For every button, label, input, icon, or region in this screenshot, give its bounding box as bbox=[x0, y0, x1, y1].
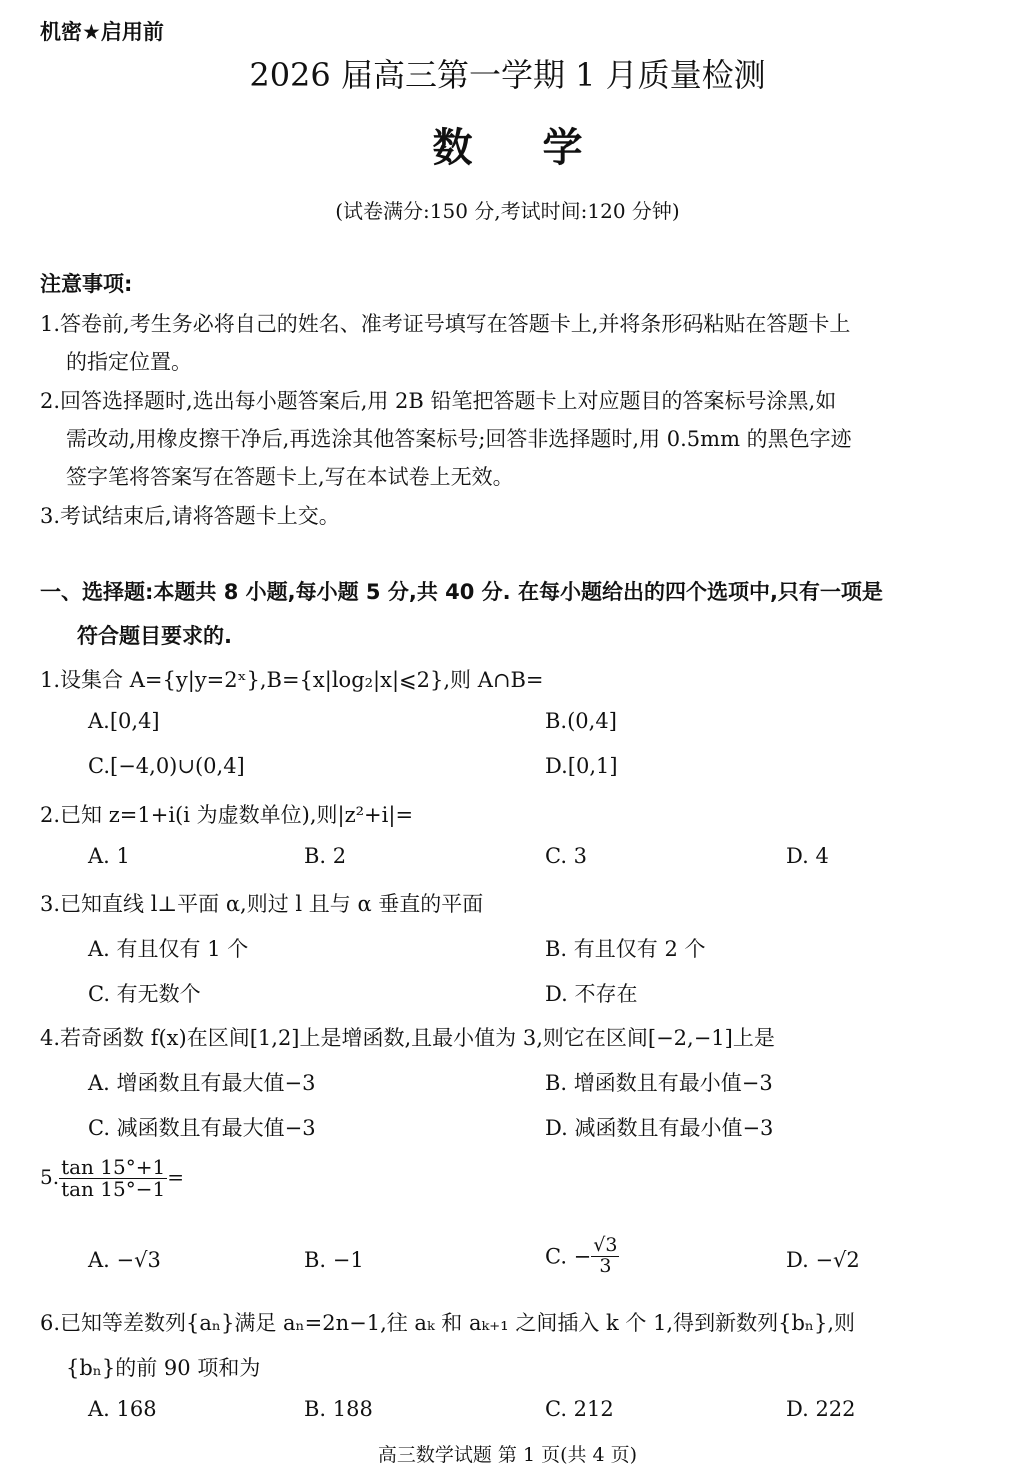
q1-option-c: C.[−4,0)∪(0,4] bbox=[88, 754, 245, 778]
q1-option-a: A.[0,4] bbox=[88, 709, 160, 733]
q5-option-c-den: 3 bbox=[599, 1254, 612, 1277]
notice-line: 需改动,用橡皮擦干净后,再选涂其他答案标号;回答非选择题时,用 0.5mm 的黑色字迹 bbox=[66, 427, 852, 451]
q4-option-b: B. 增函数且有最小值−3 bbox=[545, 1071, 773, 1095]
q5-option-a: A. −√3 bbox=[88, 1248, 161, 1272]
notice-line: 2.回答选择题时,选出每小题答案后,用 2B 铅笔把答题卡上对应题目的答案标号涂黑,如 bbox=[40, 389, 837, 413]
q4-option-a: A. 增函数且有最大值−3 bbox=[88, 1071, 316, 1095]
q3-option-a: A. 有且仅有 1 个 bbox=[88, 937, 249, 961]
notice-line: 签字笔将答案写在答题卡上,写在本试卷上无效。 bbox=[66, 465, 514, 489]
question-2-stem: 2.已知 z=1+i(i 为虚数单位),则|z²+i|= bbox=[40, 803, 414, 827]
question-6-stem-cont: {bₙ}的前 90 项和为 bbox=[66, 1356, 261, 1380]
q5-option-d: D. −√2 bbox=[786, 1248, 860, 1272]
q5-equals: = bbox=[167, 1165, 184, 1189]
q6-option-b: B. 188 bbox=[304, 1397, 373, 1421]
notice-line: 1.答卷前,考生务必将自己的姓名、准考证号填写在答题卡上,并将条形码粘贴在答题卡上 bbox=[40, 312, 851, 336]
q4-option-d: D. 减函数且有最小值−3 bbox=[545, 1116, 774, 1140]
q3-option-d: D. 不存在 bbox=[545, 982, 638, 1006]
section-heading-cont: 符合题目要求的. bbox=[77, 624, 232, 648]
q4-option-c: C. 减函数且有最大值−3 bbox=[88, 1116, 316, 1140]
q5-option-b: B. −1 bbox=[304, 1248, 364, 1272]
q2-option-d: D. 4 bbox=[786, 844, 829, 868]
q6-option-c: C. 212 bbox=[545, 1397, 614, 1421]
q6-option-a: A. 168 bbox=[88, 1397, 157, 1421]
q5-option-c-prefix: C. − bbox=[545, 1244, 592, 1269]
notice-line: 的指定位置。 bbox=[66, 350, 192, 374]
q3-option-c: C. 有无数个 bbox=[88, 982, 201, 1006]
q1-option-b: B.(0,4] bbox=[545, 709, 617, 733]
page-footer: 高三数学试题 第 1 页(共 4 页) bbox=[377, 1444, 638, 1466]
q3-option-b: B. 有且仅有 2 个 bbox=[545, 937, 706, 961]
confidential-label: 机密★启用前 bbox=[40, 20, 164, 44]
notice-heading: 注意事项: bbox=[40, 272, 133, 296]
question-4-stem: 4.若奇函数 f(x)在区间[1,2]上是增函数,且最小值为 3,则它在区间[−2,−1]上是 bbox=[40, 1026, 775, 1050]
q5-numerator: tan 15°+1 bbox=[61, 1155, 166, 1179]
q5-option-c-fraction bbox=[591, 1236, 619, 1277]
q2-option-c: C. 3 bbox=[545, 844, 588, 868]
notice-line: 3.考试结束后,请将答题卡上交。 bbox=[40, 504, 340, 528]
q5-number: 5. bbox=[40, 1165, 60, 1189]
exam-info: (试卷满分:150 分,考试时间:120 分钟) bbox=[335, 199, 680, 223]
question-3-stem: 3.已知直线 l⊥平面 α,则过 l 且与 α 垂直的平面 bbox=[40, 892, 484, 916]
question-1-stem: 1.设集合 A={y|y=2ˣ},B={x|log₂|x|⩽2},则 A∩B= bbox=[40, 668, 544, 692]
question-5-stem bbox=[40, 1157, 184, 1200]
question-6-stem: 6.已知等差数列{aₙ}满足 aₙ=2n−1,往 aₖ 和 aₖ₊₁ 之间插入 k 个 1,得到新数列{bₙ},则 bbox=[40, 1311, 856, 1335]
q5-option-c-num: √3 bbox=[593, 1234, 618, 1256]
q6-option-d: D. 222 bbox=[786, 1397, 856, 1421]
q5-denominator: tan 15°−1 bbox=[61, 1177, 166, 1201]
q2-option-a: A. 1 bbox=[88, 844, 130, 868]
q5-option-c bbox=[545, 1236, 619, 1277]
q1-option-d: D.[0,1] bbox=[545, 754, 618, 778]
exam-title: 2026 届高三第一学期 1 月质量检测 bbox=[249, 56, 766, 94]
q5-fraction bbox=[59, 1157, 167, 1200]
subject-title: 数学 bbox=[432, 125, 653, 171]
section-heading: 一、选择题:本题共 8 小题,每小题 5 分,共 40 分. 在每小题给出的四个选项中,只有一项是 bbox=[40, 580, 883, 604]
q2-option-b: B. 2 bbox=[304, 844, 347, 868]
